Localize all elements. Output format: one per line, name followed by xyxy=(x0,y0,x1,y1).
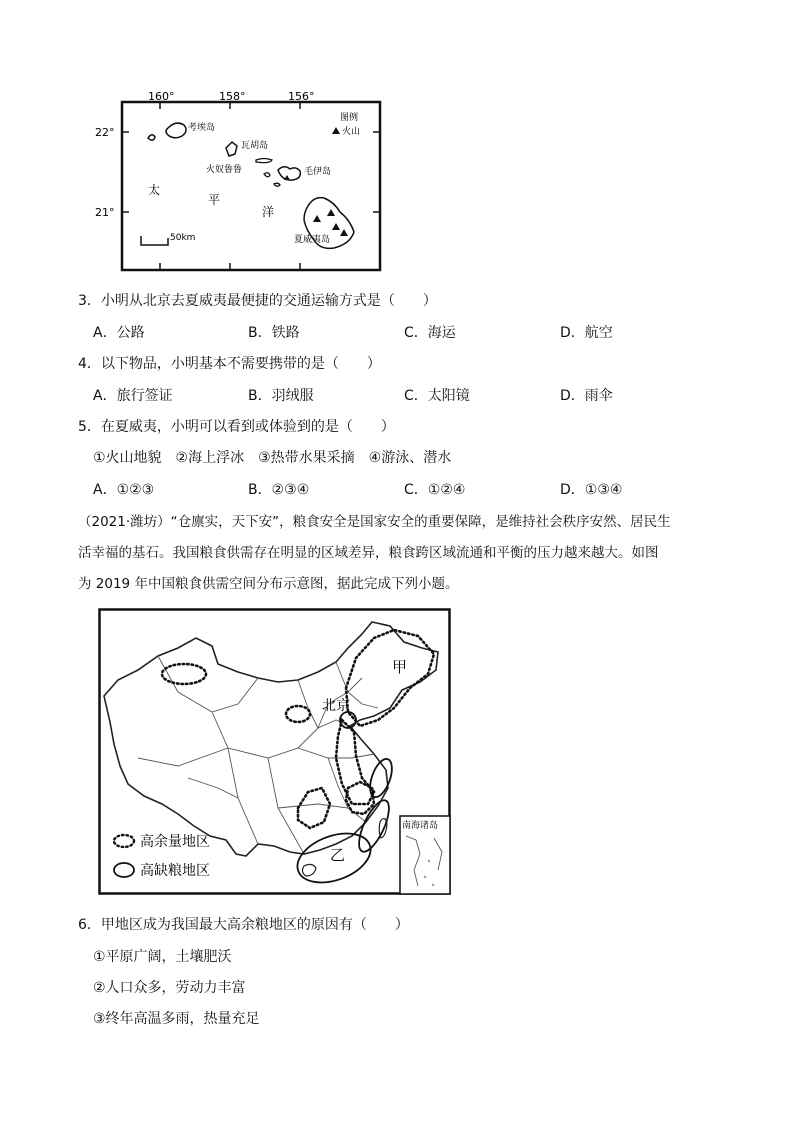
jia-label: 甲 xyxy=(392,658,408,676)
beijing-label: 北京 xyxy=(322,698,350,714)
q5-option-d: D．①③④ xyxy=(560,482,623,498)
legend-shortage-label: 高缺粮地区 xyxy=(140,863,210,879)
lat-label-21: 21° xyxy=(95,206,115,219)
q4-option-a: A．旅行签证 xyxy=(93,388,173,404)
q3-option-a: A．公路 xyxy=(93,325,145,341)
q4-option-c: C．太阳镜 xyxy=(404,388,470,404)
kahoolawe-island xyxy=(274,183,280,186)
scale-bar xyxy=(141,236,168,245)
china-grain-map xyxy=(98,608,452,896)
legend-surplus-label: 高余量地区 xyxy=(140,834,210,850)
maui-label: 毛伊岛 xyxy=(304,167,332,177)
question-3-stem: 3．小明从北京去夏威夷最便捷的交通运输方式是（ ） xyxy=(78,293,437,309)
question-5-stem: 5．在夏威夷，小明可以看到或体验到的是（ ） xyxy=(78,419,395,435)
q3-option-b: B．铁路 xyxy=(248,325,300,341)
q5-option-c: C．①②④ xyxy=(404,482,466,498)
molokai-island xyxy=(256,159,272,163)
lanai-island xyxy=(264,173,270,177)
q5-option-b: B．②③④ xyxy=(248,482,310,498)
q5-items: ①火山地貌 ②海上浮冰 ③热带水果采摘 ④游泳、潜水 xyxy=(93,450,452,466)
q3-option-c: C．海运 xyxy=(404,325,456,341)
kauai-island xyxy=(166,123,186,138)
oahu-label: 瓦胡岛 xyxy=(241,141,269,151)
ocean-char-2: 平 xyxy=(208,193,221,207)
lon-label-158: 158° xyxy=(219,90,246,103)
volcano-legend-icon xyxy=(332,127,340,134)
q4-option-b: B．羽绒服 xyxy=(248,388,314,404)
question-6-stem: 6．甲地区成为我国最大高余粮地区的原因有（ ） xyxy=(78,917,409,933)
passage-line-3: 为 2019 年中国粮食供需空间分布示意图，据此完成下列小题。 xyxy=(78,576,459,592)
honolulu-label: 火奴鲁鲁 xyxy=(206,165,243,175)
q3-option-d: D．航空 xyxy=(560,325,613,341)
legend-title: 图例 xyxy=(340,113,359,123)
hawaii-map xyxy=(95,88,398,274)
kauai-label: 考埃岛 xyxy=(188,123,216,133)
passage-line-1: （2021·潍坊）“仓廪实，天下安”，粮食安全是国家安全的重要保障，是维持社会秩序安然、居民生 xyxy=(78,514,671,530)
question-4-stem: 4．以下物品，小明基本不需要携带的是（ ） xyxy=(78,356,381,372)
q4-option-d: D．雨伞 xyxy=(560,388,613,404)
inset-label: 南海诸岛 xyxy=(402,821,439,831)
big-island-label: 夏威夷岛 xyxy=(294,235,331,245)
lon-label-160: 160° xyxy=(148,90,175,103)
q6-item-3: ③终年高温多雨，热量充足 xyxy=(93,1011,260,1027)
q6-item-2: ②人口众多，劳动力丰富 xyxy=(93,980,246,996)
ocean-char-3: 洋 xyxy=(262,205,275,219)
maui-island xyxy=(278,167,300,180)
scale-label: 50km xyxy=(170,233,196,243)
passage-line-2: 活幸福的基石。我国粮食供需存在明显的区域差异，粮食跨区域流通和平衡的压力越来越大。如图 xyxy=(78,545,659,561)
q6-item-1: ①平原广阔，土壤肥沃 xyxy=(93,949,232,965)
lon-label-156: 156° xyxy=(288,90,315,103)
q5-option-a: A．①②③ xyxy=(93,482,155,498)
niihau-island xyxy=(148,135,155,141)
oahu-island xyxy=(226,142,237,156)
yi-label: 乙 xyxy=(330,846,346,864)
legend-volcano-label: 火山 xyxy=(342,127,361,137)
ocean-char-1: 太 xyxy=(148,183,161,197)
lat-label-22: 22° xyxy=(95,126,115,139)
